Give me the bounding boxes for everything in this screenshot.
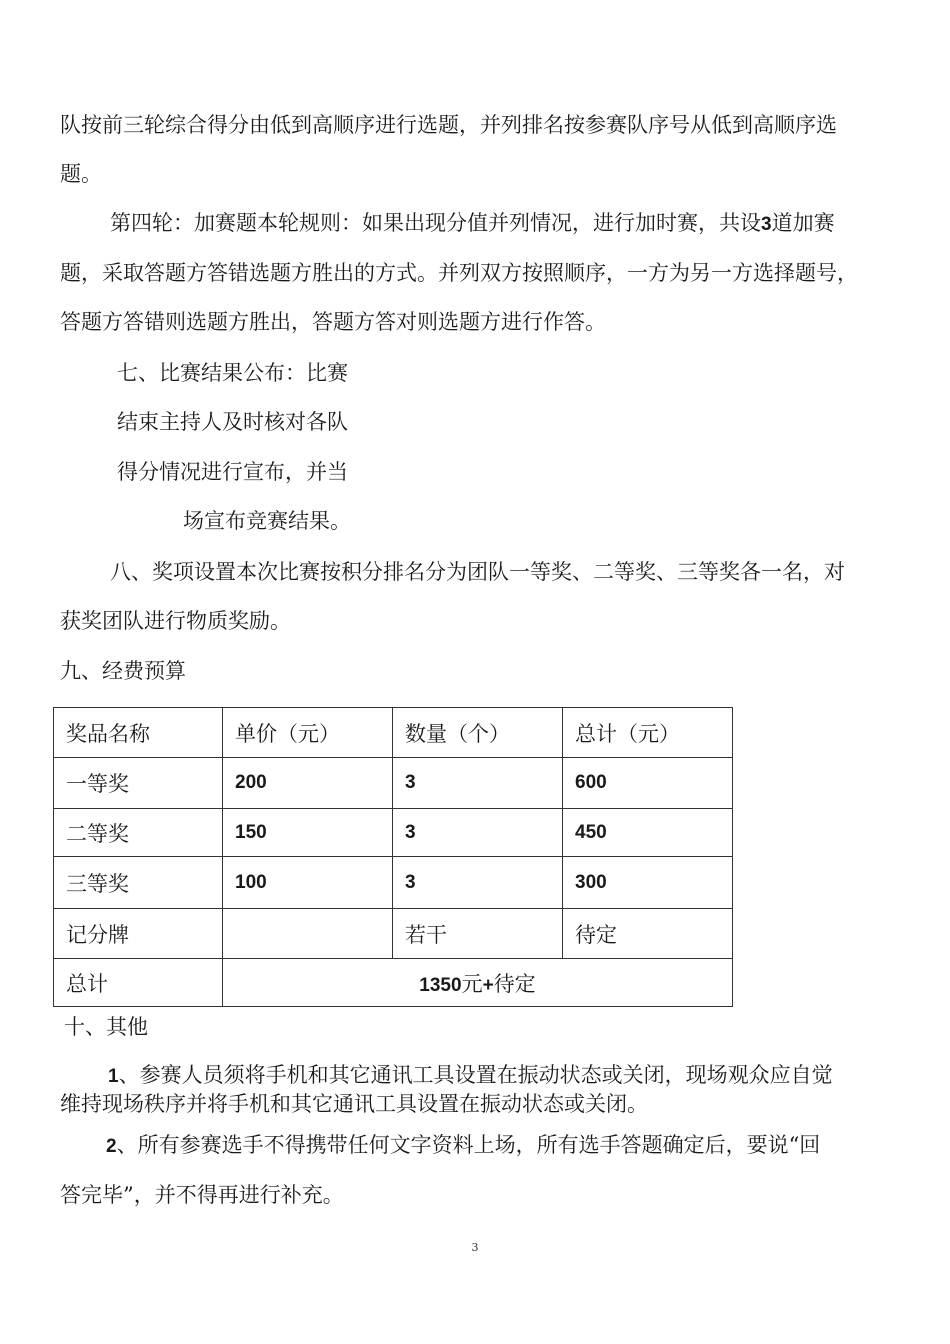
total-number: 1350 bbox=[419, 974, 462, 996]
text: 、所有参赛选手不得携带任何文字资料上场，所有选手答题确定后，要说“回 bbox=[116, 1133, 821, 1157]
table-cell: 待定 bbox=[563, 909, 733, 959]
paragraph-line bbox=[60, 1089, 648, 1119]
item-number: 1 bbox=[108, 1066, 119, 1087]
section-10-heading bbox=[64, 1012, 148, 1042]
table-cell: 总计 bbox=[54, 959, 223, 1007]
text: 队按前三轮综合得分由低到高顺序进行选题，并列排名按参赛队序号从低到高顺序选 bbox=[60, 113, 837, 137]
text: 八、奖项设置本次比赛按积分排名分为团队一等奖、二等奖、三等奖各一名，对 bbox=[110, 560, 845, 584]
table-total-cell bbox=[223, 959, 733, 1007]
number: 3 bbox=[761, 214, 772, 235]
paragraph-line bbox=[117, 407, 348, 437]
table-cell bbox=[223, 909, 393, 959]
section-9-heading bbox=[60, 656, 186, 686]
table-header-row bbox=[54, 708, 733, 758]
section-7-heading bbox=[117, 358, 348, 388]
table-header-cell: 单价（元） bbox=[223, 708, 393, 758]
list-item bbox=[108, 1060, 833, 1092]
table-total-row bbox=[54, 959, 733, 1007]
text: 道加赛 bbox=[771, 211, 835, 235]
table-cell: 100 bbox=[223, 857, 393, 909]
table-cell: 150 bbox=[223, 809, 393, 857]
paragraph-line bbox=[117, 457, 348, 487]
table-row bbox=[54, 857, 733, 909]
table-cell: 若干 bbox=[393, 909, 563, 959]
paragraph-line bbox=[183, 506, 351, 536]
text: 结束主持人及时核对各队 bbox=[117, 410, 348, 434]
table-cell: 450 bbox=[563, 809, 733, 857]
text: 七、比赛结果公布：比赛 bbox=[117, 361, 348, 385]
total-suffix: 待定 bbox=[493, 971, 536, 996]
table-header-cell: 数量（个） bbox=[393, 708, 563, 758]
paragraph-line bbox=[60, 110, 837, 140]
text: 获奖团队进行物质奖励。 bbox=[60, 609, 291, 633]
text: 十、其他 bbox=[64, 1015, 148, 1039]
budget-table bbox=[53, 707, 733, 1007]
table-cell: 记分牌 bbox=[54, 909, 223, 959]
text: 九、经费预算 bbox=[60, 659, 186, 683]
table-cell: 三等奖 bbox=[54, 857, 223, 909]
table-header-cell: 奖品名称 bbox=[54, 708, 223, 758]
paragraph-line bbox=[60, 159, 102, 189]
table-cell: 一等奖 bbox=[54, 758, 223, 809]
table-cell: 600 bbox=[563, 758, 733, 809]
text: 答完毕”，并不得再进行补充。 bbox=[60, 1183, 344, 1207]
page-number: 3 bbox=[471, 1241, 479, 1254]
text: 题。 bbox=[60, 162, 102, 186]
text: 题，采取答题方答错选题方胜出的方式。并列双方按照顺序，一方为另一方选择题号， bbox=[60, 261, 858, 285]
text: 得分情况进行宣布，并当 bbox=[117, 460, 348, 484]
table-header-cell: 总计（元） bbox=[563, 708, 733, 758]
paragraph-line bbox=[110, 208, 835, 240]
table-row bbox=[54, 909, 733, 959]
paragraph-line bbox=[60, 307, 606, 337]
text: 答题方答错则选题方胜出，答题方答对则选题方进行作答。 bbox=[60, 310, 606, 334]
text: 、参赛人员须将手机和其它通讯工具设置在振动状态或关闭，现场观众应自觉 bbox=[118, 1063, 833, 1087]
table-row bbox=[54, 809, 733, 857]
section-8-heading bbox=[110, 557, 845, 587]
item-number: 2 bbox=[106, 1136, 117, 1157]
text: 维持现场秩序并将手机和其它通讯工具设置在振动状态或关闭。 bbox=[60, 1092, 648, 1116]
table-cell: 二等奖 bbox=[54, 809, 223, 857]
paragraph-line bbox=[60, 606, 291, 636]
total-unit: 元 bbox=[461, 971, 483, 996]
paragraph-line bbox=[60, 258, 858, 288]
text: 第四轮：加赛题本轮规则：如果出现分值并列情况，进行加时赛，共设 bbox=[110, 211, 761, 235]
table-row bbox=[54, 758, 733, 809]
table-cell: 3 bbox=[393, 809, 563, 857]
table-cell: 3 bbox=[393, 758, 563, 809]
table-cell: 200 bbox=[223, 758, 393, 809]
table-cell: 300 bbox=[563, 857, 733, 909]
table-cell: 3 bbox=[393, 857, 563, 909]
paragraph-line bbox=[60, 1180, 344, 1210]
text: 场宣布竞赛结果。 bbox=[183, 509, 351, 533]
list-item bbox=[106, 1130, 820, 1162]
total-plus: + bbox=[482, 974, 494, 996]
